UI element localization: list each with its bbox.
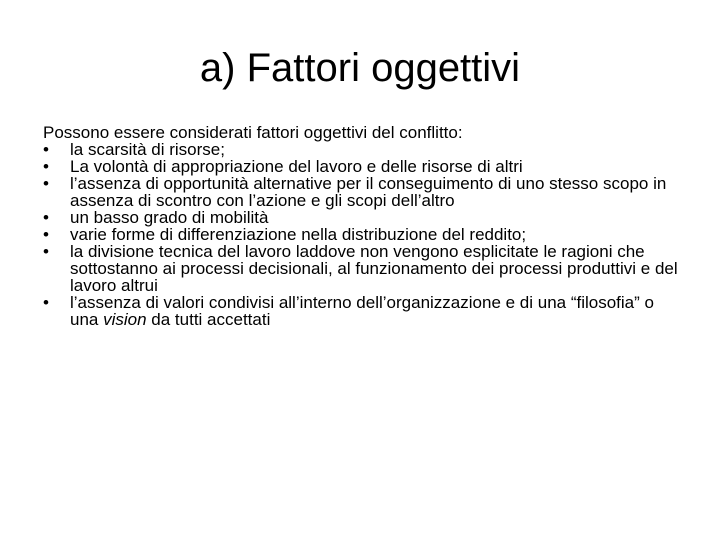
list-item — [43, 175, 683, 209]
bullet-text: La volontà di appropriazione del lavoro e delle risorse di altri — [70, 157, 523, 176]
slide-title: a) Fattori oggettivi — [199, 46, 521, 90]
bullet-text: la scarsità di risorse; — [70, 140, 225, 159]
list-item — [43, 209, 683, 226]
list-item — [43, 226, 683, 243]
bullet-icon: • — [43, 293, 49, 312]
intro-text: Possono essere considerati fattori oggettivi del conflitto: — [43, 123, 463, 142]
bullet-text: varie forme di differenziazione nella distribuzione del reddito; — [70, 225, 527, 244]
bullet-text: un basso grado di mobilità — [70, 208, 269, 227]
bullet-icon: • — [43, 174, 49, 193]
bullet-text: l’assenza di opportunità alternative per il conseguimento di uno stesso scopo in assenza di scontro con l’azione e gli scopi dell’altro — [70, 174, 667, 210]
bullet-icon: • — [43, 225, 49, 244]
bullet-icon: • — [43, 242, 49, 261]
list-item — [43, 294, 683, 328]
bullet-text-after: da tutti accettati — [146, 310, 271, 329]
bullet-list — [43, 141, 683, 328]
bullet-icon: • — [43, 140, 49, 159]
list-item — [43, 141, 683, 158]
bullet-icon: • — [43, 208, 49, 227]
bullet-text-emphasis: vision — [103, 310, 147, 329]
list-item — [43, 158, 683, 175]
bullet-icon: • — [43, 157, 49, 176]
bullet-text: la divisione tecnica del lavoro laddove non vengono esplicitate le ragioni che sottostanno ai processi decisionali, al funzionamento dei processi produttivi e del lavoro altrui — [70, 242, 678, 295]
slide-body — [43, 124, 683, 328]
list-item — [43, 243, 683, 294]
bullet-text-before: l’assenza di valori condivisi all’interno dell’organizzazione e di una “filosofia” o una — [70, 293, 654, 329]
